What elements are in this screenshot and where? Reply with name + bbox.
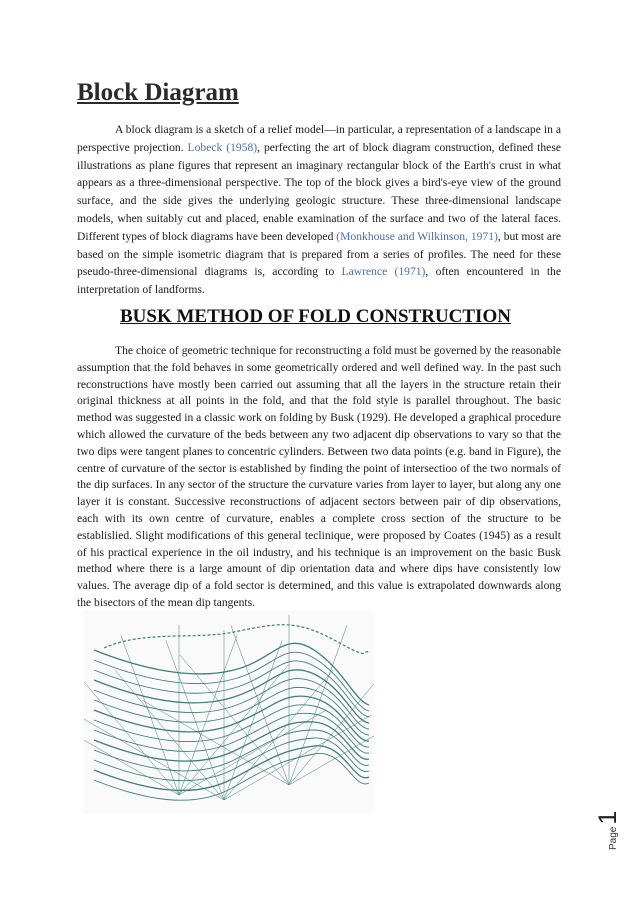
- text-run: A block diagram is a sketch of a relief model—in particular, a representation of a landscape in a perspective projection.: [77, 123, 561, 154]
- citation-link[interactable]: Lawrence (1971): [341, 265, 426, 279]
- block-diagram-paragraph: [77, 121, 561, 299]
- paragraph-text: [77, 123, 561, 296]
- text-run: , often encountered in the interpretation of landforms.: [77, 265, 561, 297]
- busk-method-paragraph: [77, 343, 561, 612]
- page-label: Page: [608, 826, 619, 850]
- text-run: , but most are based on the simple isometric diagram that is prepared from a series of profiles. The need for these pseudo-three-dimensional diagrams is, according to: [77, 229, 561, 279]
- text-run: , perfecting the art of block diagram construction, defined these illustrations as plane figures that represent an imaginary rectangular block of the Earth's crust in what appears as a three-dimensional perspective. The top of the block gives a bird's-eye view of the ground surface, and the side gives the underlying geologic structure. These three-dimensional landscape models, when suitably cut and placed, enable examination of the surface and two of the lateral faces. Different types of block diagrams have been developed: [77, 140, 561, 243]
- citation-link[interactable]: (Monkhouse and Wilkinson, 1971): [336, 229, 498, 243]
- page-number: 1: [594, 810, 622, 825]
- citation-link[interactable]: Lobeck (1958): [187, 140, 258, 154]
- section-title-block-diagram: Block Diagram: [77, 79, 239, 106]
- busk-fold-construction-diagram: [84, 610, 374, 814]
- section-title-busk-method: BUSK METHOD OF FOLD CONSTRUCTION: [120, 306, 511, 327]
- page-footer: [594, 790, 624, 850]
- paragraph-text: The choice of geometric technique for reconstructing a fold must be governed by the reasonable assumption that the fold behaves in some geometrically ordered and well defined way. In the past such reconstructions have mostly been carried out assuming that all the layers in the structure retain their original thickness at all points in the fold, and that the fold style is parallel throughout. The basic method was suggested in a classic work on folding by Busk (1929). He developed a graphical procedure which allowed the curvature of the beds between any two adjacent dip observations to vary so that the two dips were tangent planes to concentric cylinders. Between two data points (e.g. band in Figure), the centre of curvature of the sector is established by finding the point of intersectioo of the two normals of the dip surfaces. In any sector of the structure the curvature varies from layer to layer, but along any one layer it is constant. Successive reconstructions of adjacent sectors between pair of dip observations, each with its own centre of curvature, enables a complete cross section of the structure to be establislied. Slight modifications of this general teclinique, were proposed by Coates (1945) as a result of his practical experience in the oil industry, and his technique is an improvement on the basic Busk method where there is a large amount of dip orientation data and where dips have consistently low values. The average dip of a fold sector is determined, and this value is extrapolated downwards along the bisectors of the mean dip tangents.: [77, 344, 561, 609]
